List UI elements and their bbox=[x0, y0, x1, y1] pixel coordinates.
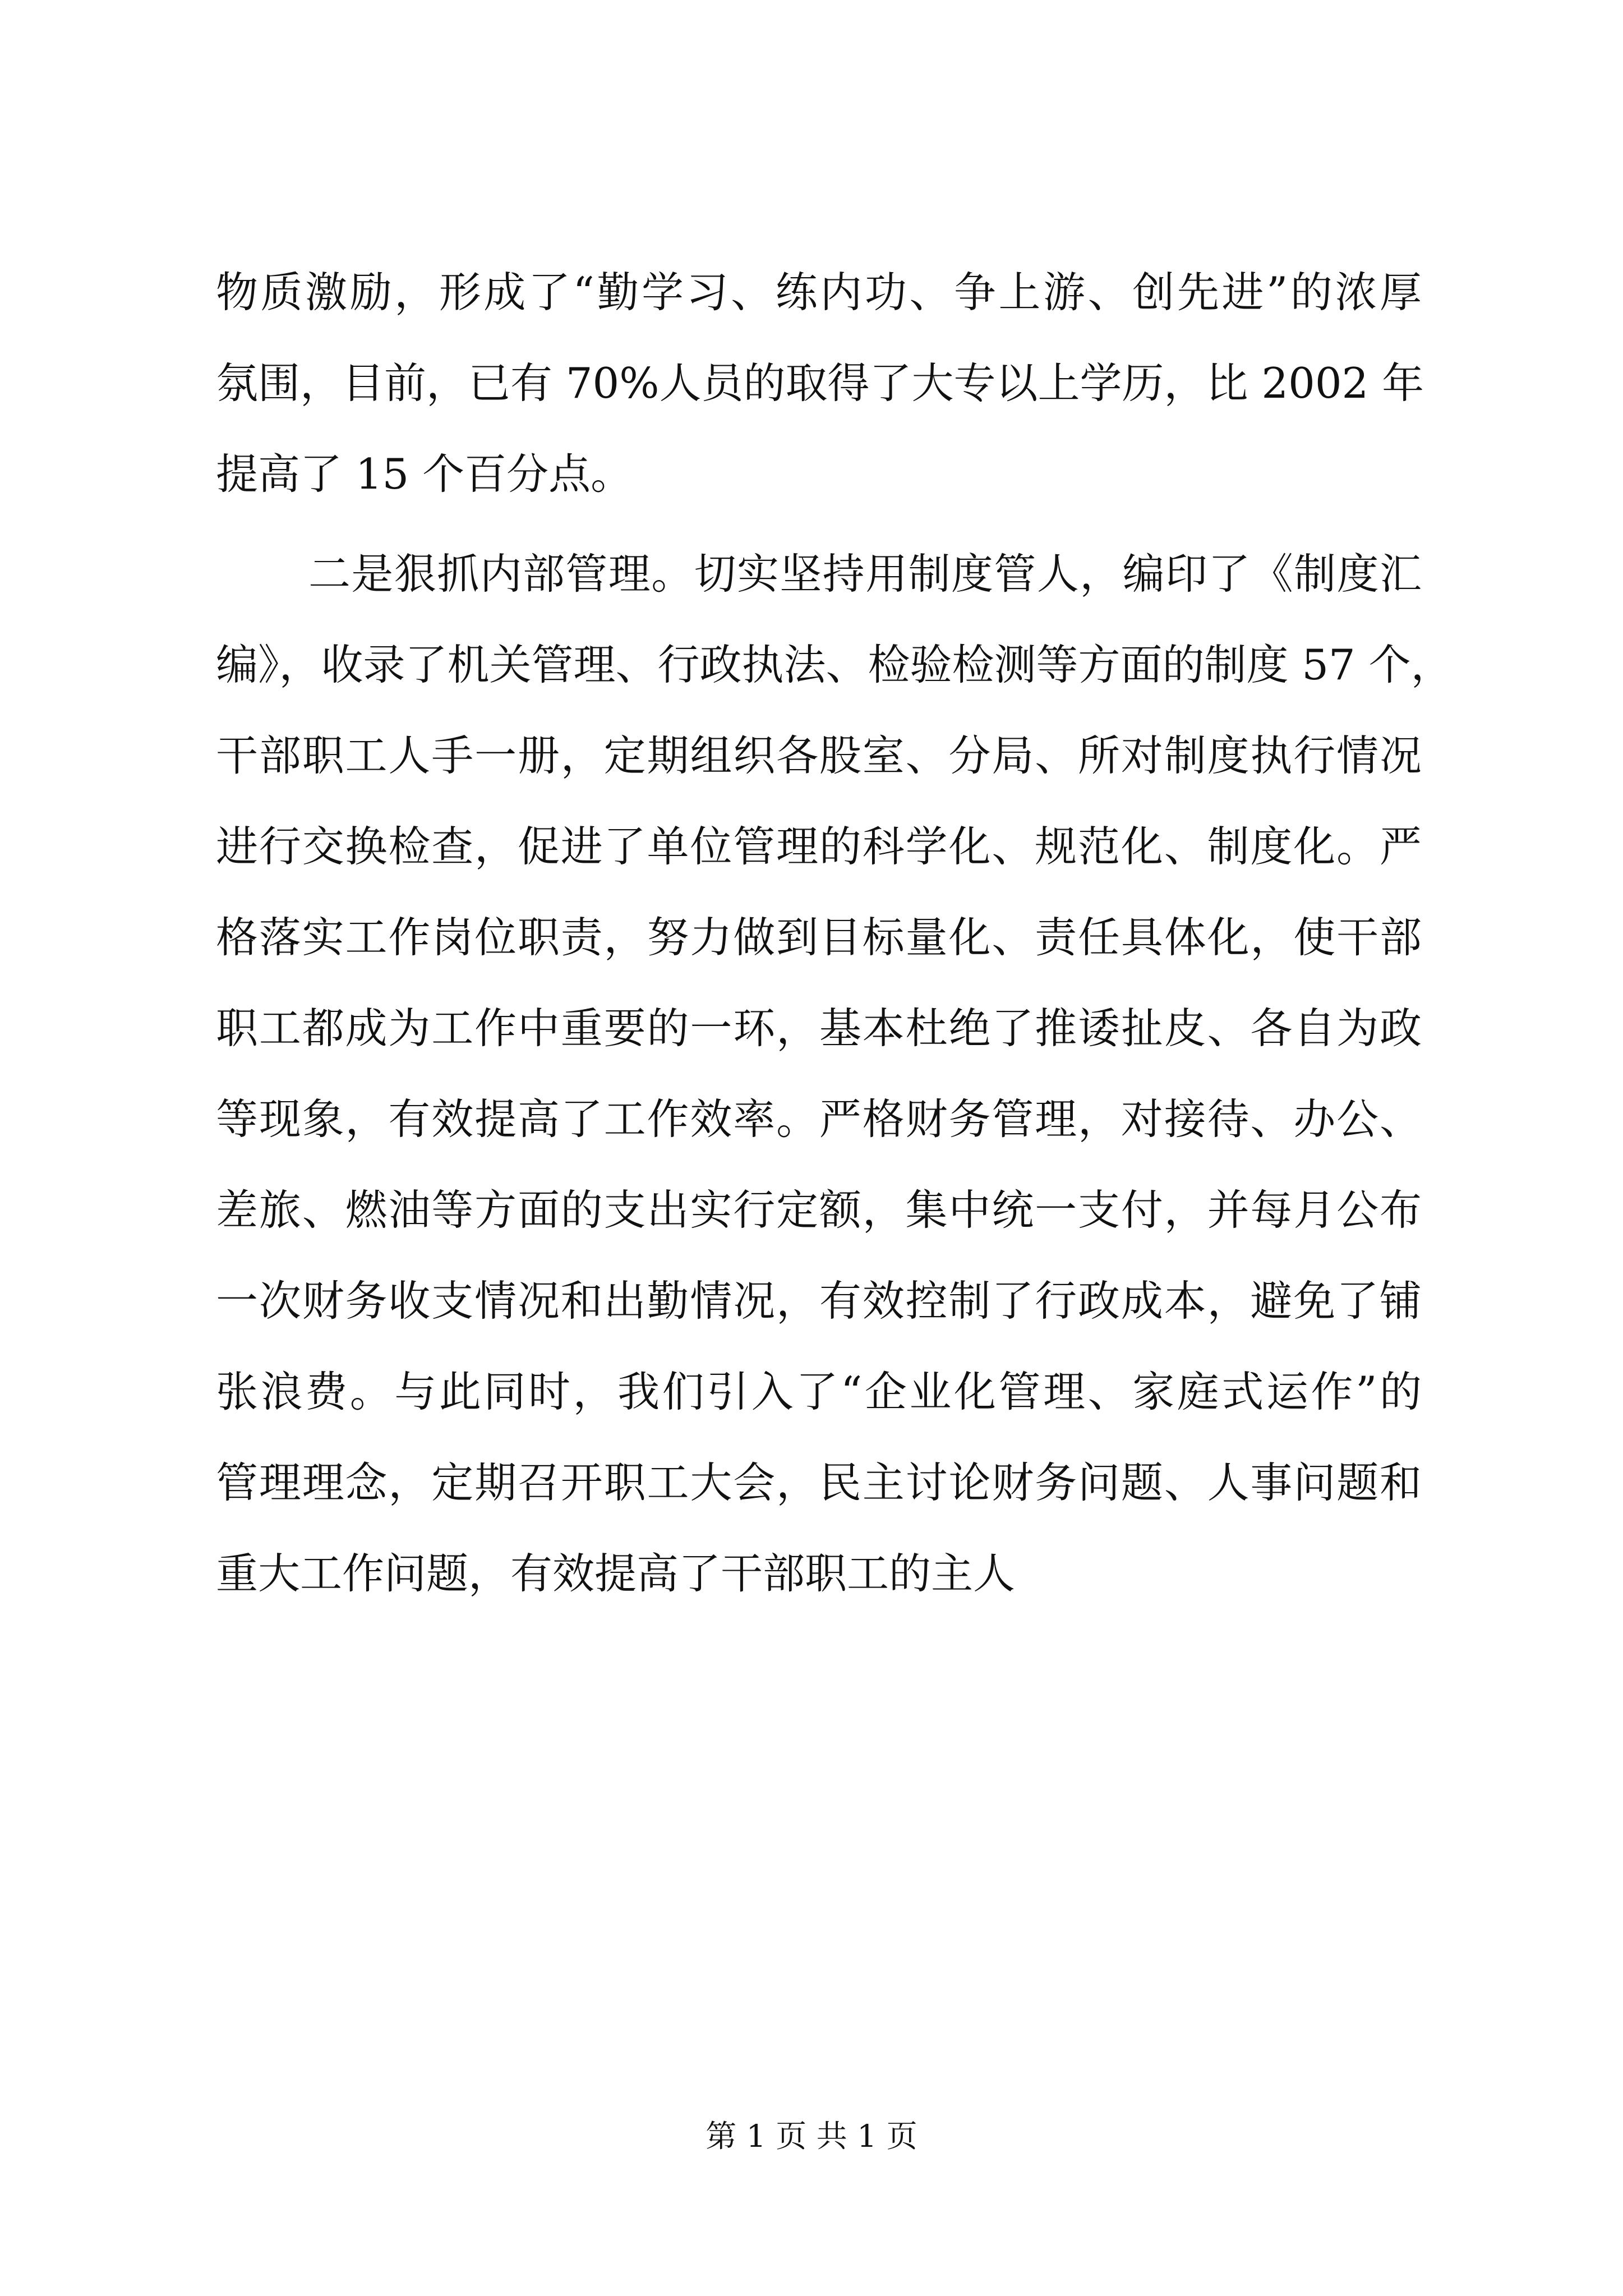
text-line: 提高了 15 个百分点。 bbox=[216, 449, 633, 499]
text-line: 格落实工作岗位职责，努力做到目标量化、责任具体化，使干部 bbox=[216, 913, 1422, 962]
text-line: 职工都成为工作中重要的一环，基本杜绝了推诿扯皮、各自为政 bbox=[216, 1004, 1422, 1053]
page-number-footer: 第 1 页 共 1 页 bbox=[706, 2118, 917, 2154]
text-line: 一次财务收支情况和出勤情况，有效控制了行政成本，避免了铺 bbox=[216, 1276, 1422, 1326]
paragraph-2 bbox=[216, 528, 1453, 1619]
text-line: 干部职工人手一册，定期组织各股室、分局、所对制度执行情况 bbox=[216, 731, 1422, 780]
text-line: 张浪费。与此同时，我们引入了“企业化管理、家庭式运作”的 bbox=[216, 1367, 1422, 1416]
text-line: 差旅、燃油等方面的支出实行定额，集中统一支付，并每月公布 bbox=[216, 1185, 1422, 1235]
text-line: 物质激励，形成了“勤学习、练内功、争上游、创先进”的浓厚 bbox=[216, 268, 1422, 317]
paragraph-1 bbox=[216, 247, 1422, 519]
text-line: 等现象，有效提高了工作效率。严格财务管理，对接待、办公、 bbox=[216, 1094, 1422, 1144]
text-line: 二是狠抓内部管理。切实坚持用制度管人，编印了《制度汇 bbox=[308, 549, 1422, 599]
text-line: 编》，收录了机关管理、行政执法、检验检测等方面的制度 57 个， bbox=[216, 640, 1453, 689]
body-text bbox=[216, 247, 1453, 1619]
text-line: 进行交换检查，促进了单位管理的科学化、规范化、制度化。严 bbox=[216, 822, 1422, 871]
text-line: 氛围，目前，已有 70%人员的取得了大专以上学历，比 2002 年 bbox=[216, 358, 1424, 408]
text-line: 重大工作问题，有效提高了干部职工的主人 bbox=[216, 1549, 1016, 1598]
text-line: 管理理念，定期召开职工大会，民主讨论财务问题、人事问题和 bbox=[216, 1458, 1422, 1507]
